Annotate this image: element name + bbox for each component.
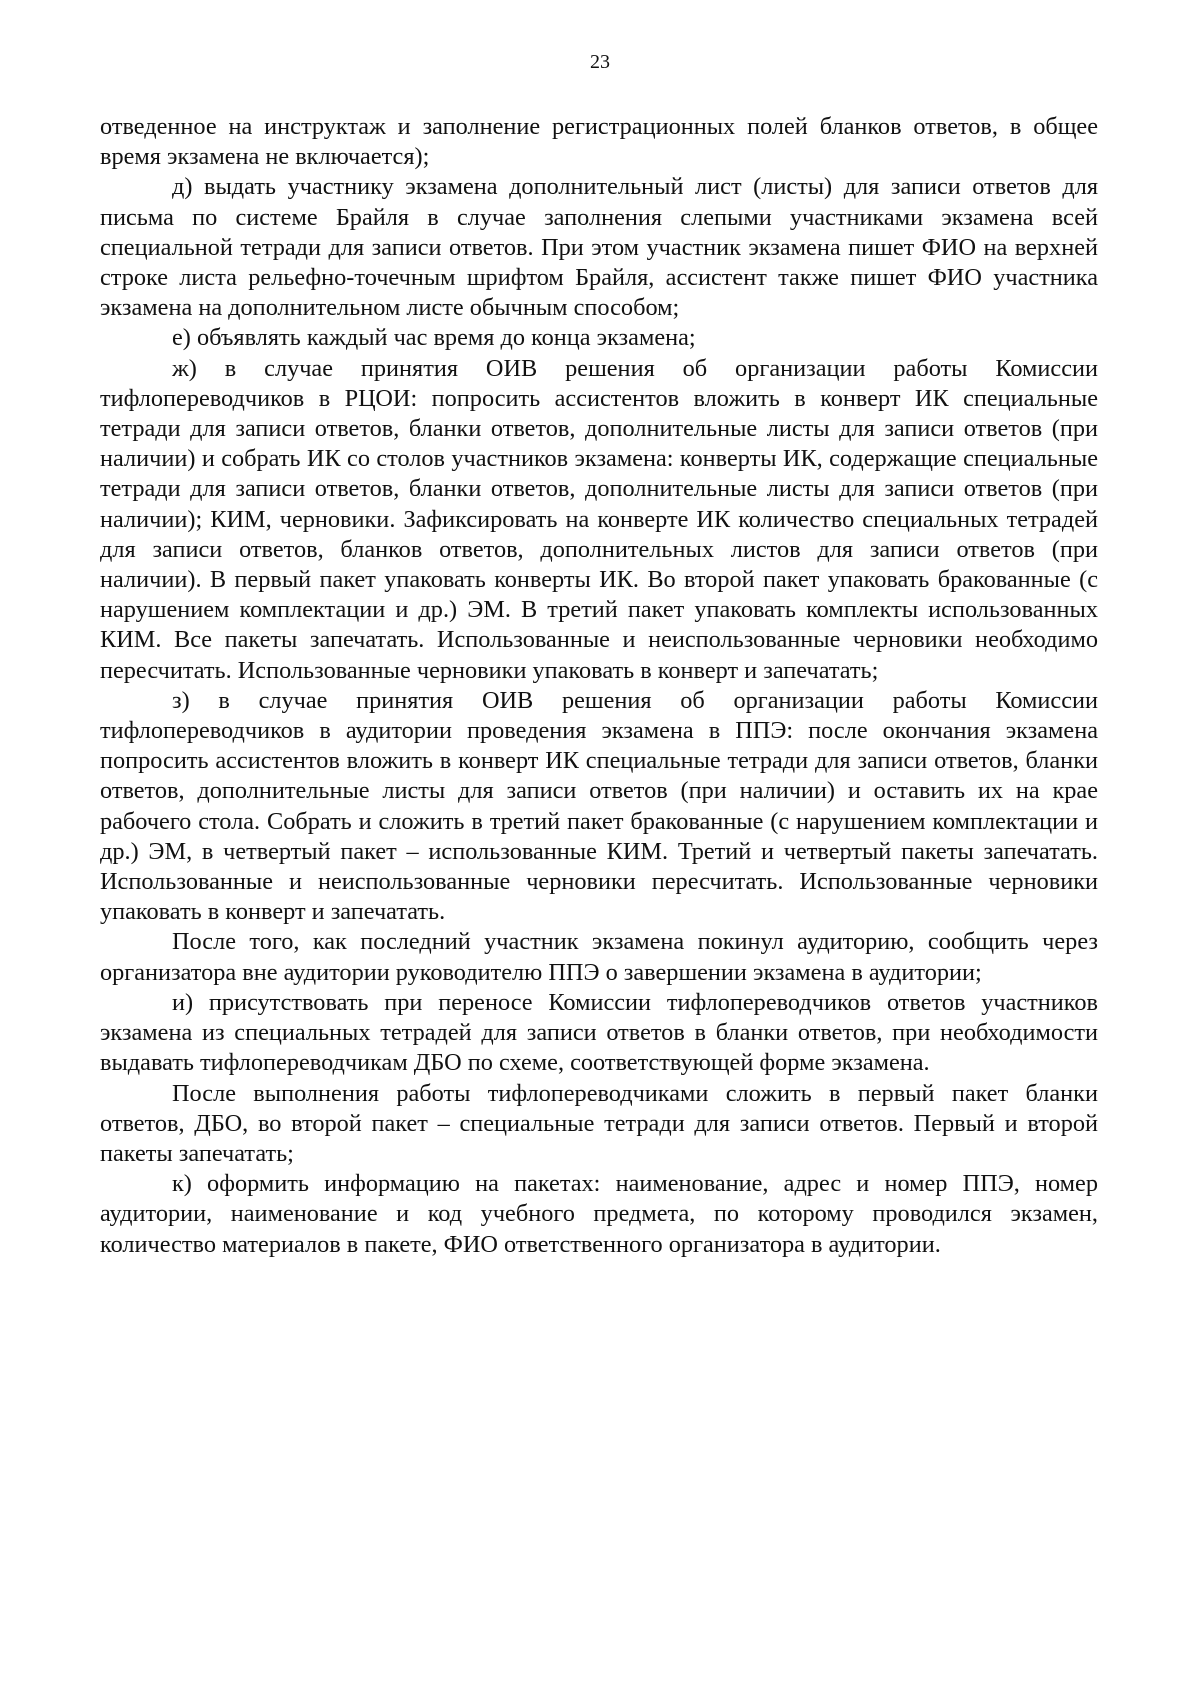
paragraph: к) оформить информацию на пакетах: наименование, адрес и номер ППЭ, номер аудитории, наименование и код учебного предмета, по которому проводился экзамен, количество материалов в пакете, ФИО ответственного организатора в аудитории. <box>100 1170 1098 1258</box>
page-number: 23 <box>590 51 610 73</box>
paragraph: е) объявлять каждый час время до конца экзамена; <box>172 324 696 352</box>
document-body <box>100 112 1098 1260</box>
paragraph: д) выдать участнику экзамена дополнительный лист (листы) для записи ответов для письма по системе Брайля в случае заполнения слепыми участниками экзамена всей специальной тетради для записи ответов. При этом участник экзамена пишет ФИО на верхней строке листа рельефно-точечным шрифтом Брайля, ассистент также пишет ФИО участника экзамена на дополнительном листе обычным способом; <box>100 173 1098 322</box>
paragraph: отведенное на инструктаж и заполнение регистрационных полей бланков ответов, в общее время экзамена не включается); <box>100 113 1098 171</box>
paragraph: и) присутствовать при переносе Комиссии тифлопереводчиков ответов участников экзамена из специальных тетрадей для записи ответов в бланки ответов, при необходимости выдавать тифлопереводчикам ДБО по схеме, соответствующей форме экзамена. <box>100 988 1098 1077</box>
paragraph: После того, как последний участник экзамена покинул аудиторию, сообщить через организатора вне аудитории руководителю ППЭ о завершении экзамена в аудитории; <box>100 928 1098 986</box>
paragraph: ж) в случае принятия ОИВ решения об организации работы Комиссии тифлопереводчиков в РЦОИ: попросить ассистентов вложить в конверт ИК специальные тетради для записи ответов, бланки ответов, дополнительные листы для записи ответов (при наличии) и собрать ИК со столов участников экзамена: конверты ИК, содержащие специальные тетради для записи ответов, бланки ответов, дополнительные листы для записи ответов (при наличии); КИМ, черновики. Зафиксировать на конверте ИК количество специальных тетрадей для записи ответов, бланков ответов, дополнительных листов для записи ответов (при наличии). В первый пакет упаковать конверты ИК. Во второй пакет упаковать бракованные (с нарушением комплектации и др.) ЭМ. В третий пакет упаковать комплекты использованных КИМ. Все пакеты запечатать. Использованные и неиспользованные черновики необходимо пересчитать. Использованные черновики упаковать в конверт и запечатать; <box>100 354 1098 684</box>
paragraph: з) в случае принятия ОИВ решения об организации работы Комиссии тифлопереводчиков в аудитории проведения экзамена в ППЭ: после окончания экзамена попросить ассистентов вложить в конверт ИК специальные тетради для записи ответов, бланки ответов, дополнительные листы для записи ответов (при наличии) и оставить их на крае рабочего стола. Собрать и сложить в третий пакет бракованные (с нарушением комплектации и др.) ЭМ, в четвертый пакет – использованные КИМ. Третий и четвертый пакеты запечатать. Использованные и неиспользованные черновики пересчитать. Использованные черновики упаковать в конверт и запечатать. <box>100 686 1098 926</box>
paragraph: После выполнения работы тифлопереводчиками сложить в первый пакет бланки ответов, ДБО, во второй пакет – специальные тетради для записи ответов. Первый и второй пакеты запечатать; <box>100 1079 1098 1167</box>
